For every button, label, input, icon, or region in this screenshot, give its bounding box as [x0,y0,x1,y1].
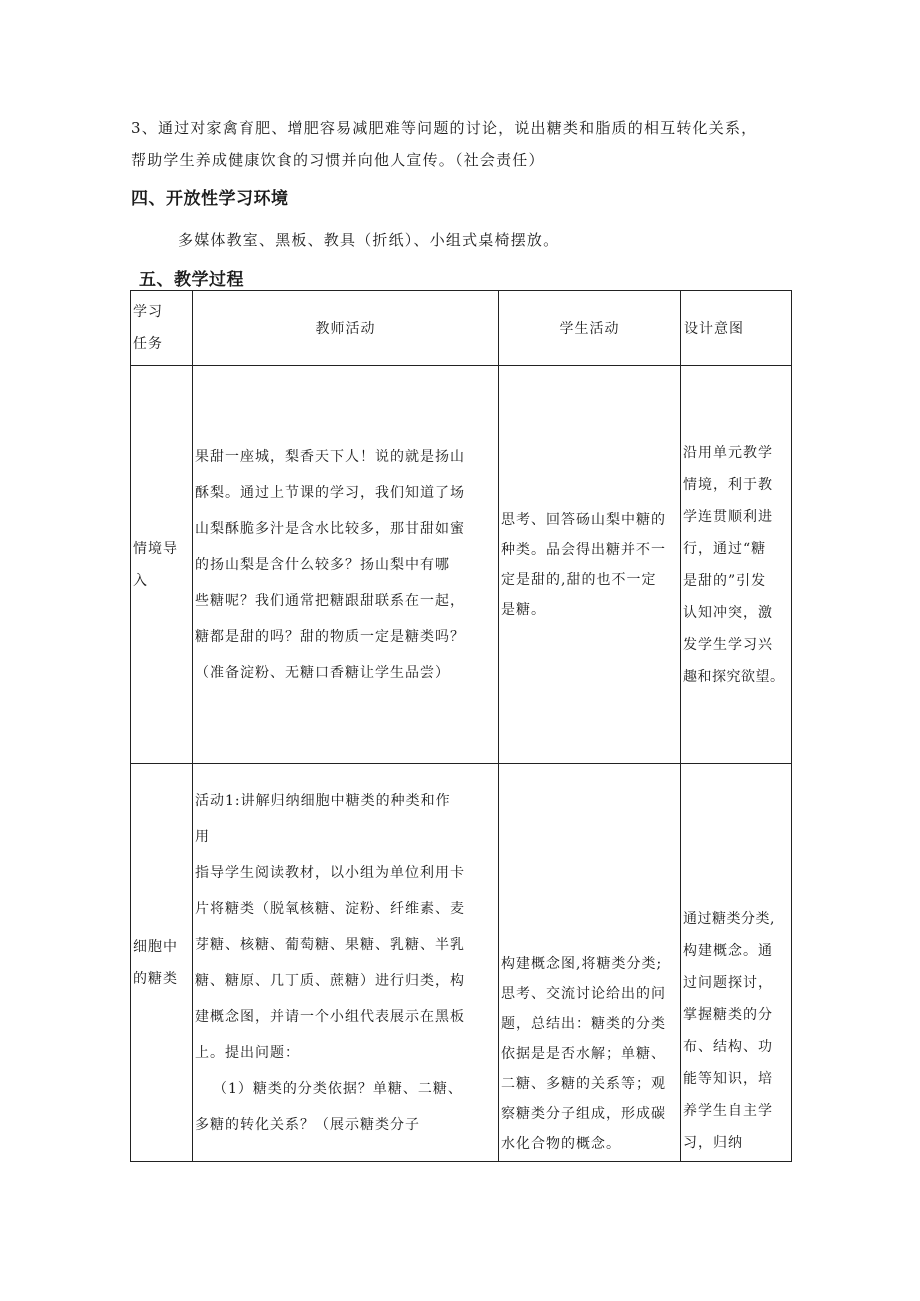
row-2-student-line: 题，总结出：糖类的分类 [501,1016,666,1032]
row-2-student-line: 水化合物的概念。 [501,1136,621,1152]
row-2-teacher-line: 指导学生阅读教材，以小组为单位利用卡 [195,864,465,881]
row-2-teacher-line: 上。提出问题： [195,1044,300,1061]
row-1-task [131,366,193,764]
row-1-student-line: 是糖。 [501,601,546,618]
row-2-design-intent [681,764,792,1162]
row-2-intent-line: 能等知识，培 [683,1071,773,1087]
row-1-intent-line: 情境，利于教 [683,476,773,493]
row-1-student-line: 定是甜的,甜的也不一定 [501,571,657,588]
row-1-student-line: 种类。品会得出糖并不一 [501,541,666,558]
row-2-task-line: 细胞中 [133,938,178,955]
row-2-student-line: 构建概念图,将糖类分类; [501,956,663,972]
row-2-student-line: 依据是是否水解；单糖、 [501,1046,666,1062]
row-1-student-activity [499,366,681,764]
header-student-activity: 学生活动 [499,291,681,366]
row-2-intent-line: 通过糖类分类, [683,911,775,927]
row-2-teacher-line: 活动1:讲解归纳细胞中糖类的种类和作 [195,792,451,809]
table-row [131,366,792,764]
row-1-teacher-line: 酥梨。通过上节课的学习，我们知道了场 [195,484,465,501]
row-2-teacher-line: 多糖的转化关系？（展示糖类分子 [195,1116,420,1133]
row-2-intent-line: 构建概念。通 [683,943,773,959]
row-2-teacher-line: 糖、糖原、几丁质、蔗糖）进行归类，构 [195,972,465,989]
objective-3-line-2: 帮助学生养成健康饮食的习惯并向他人宣传。（社会责任） [131,151,545,169]
row-2-intent-line: 习，归纳 [683,1135,743,1151]
row-2-teacher-line: 片将糖类（脱氧核糖、淀粉、纤维素、麦 [195,900,465,917]
row-2-teacher-line: 用 [195,828,210,845]
row-2-teacher-activity [193,764,499,1162]
section-5-heading: 五、教学过程 [139,270,244,290]
header-task-line-2: 任务 [133,336,163,352]
section-4-heading: 四、开放性学习环境 [131,189,289,209]
table-header-row [131,291,792,366]
header-teacher-activity: 教师活动 [193,291,499,366]
row-1-teacher-line: （准备淀粉、无糖口香糖让学生品尝） [195,664,450,681]
table-row [131,764,792,1162]
section-4-body [178,224,778,256]
row-2-intent-line: 过问题探讨， [683,975,773,991]
objective-3-paragraph [131,112,801,176]
row-2-intent-line: 养学生自主学 [683,1103,773,1119]
objective-3-line-1: 3、通过对家禽育肥、增肥容易减肥难等问题的讨论，说出糖类和脂质的相互转化关系， [131,119,758,137]
row-1-teacher-line: 的扬山梨是含什么较多？扬山梨中有哪 [195,556,450,573]
row-1-teacher-line: 山梨酥脆多汁是含水比较多，那甘甜如蜜 [195,520,465,537]
row-1-intent-line: 是甜的”引发 [683,572,767,589]
row-2-student-line: 思考、交流讨论给出的问 [501,986,666,1002]
row-2-task [131,764,193,1162]
row-1-intent-line: 行，通过“糖 [683,540,767,557]
row-2-teacher-line: （1）糖类的分类依据？单糖、二糖、 [213,1080,463,1097]
row-1-task-line: 情境导 [133,540,178,557]
row-2-student-line: 察糖类分子组成，形成碳 [501,1106,666,1122]
row-1-intent-line: 学连贯顺利进 [683,508,773,525]
row-1-student-line: 思考、回答砀山梨中糖的 [501,511,666,528]
row-1-intent-line: 认知冲突，激 [683,604,773,621]
row-1-design-intent [681,366,792,764]
row-2-student-line: 二糖、多糖的关系等；观 [501,1076,666,1092]
row-2-intent-line: 布、结构、功 [683,1039,773,1055]
row-1-intent-line: 发学生学习兴 [683,636,773,653]
row-2-task-line: 的糖类 [133,970,178,987]
row-2-teacher-line: 建概念图，并请一个小组代表展示在黑板 [195,1008,465,1025]
row-2-intent-line: 掌握糖类的分 [683,1007,773,1023]
header-task [131,291,193,366]
header-task-line-1: 学习 [133,304,163,320]
row-1-teacher-activity [193,366,499,764]
row-1-teacher-line: 些糖呢？我们通常把糖跟甜联系在一起， [195,592,465,609]
row-2-teacher-line: 芽糖、核糖、葡萄糖、果糖、乳糖、半乳 [195,936,465,953]
row-1-teacher-line: 果甜一座城，梨香天下人！说的就是扬山 [195,448,465,465]
header-design-intent: 设计意图 [681,291,792,366]
row-1-teacher-line: 糖都是甜的吗？甜的物质一定是糖类吗？ [195,628,465,645]
row-2-student-activity [499,764,681,1162]
teaching-process-table [130,290,792,1162]
row-1-intent-line: 趣和探究欲望。 [683,668,785,685]
section-4-body-text: 多媒体教室、黑板、教具（折纸）、小组式桌椅摆放。 [178,231,560,249]
row-1-intent-line: 沿用单元教学 [683,444,773,461]
row-1-task-line: 入 [133,572,148,589]
